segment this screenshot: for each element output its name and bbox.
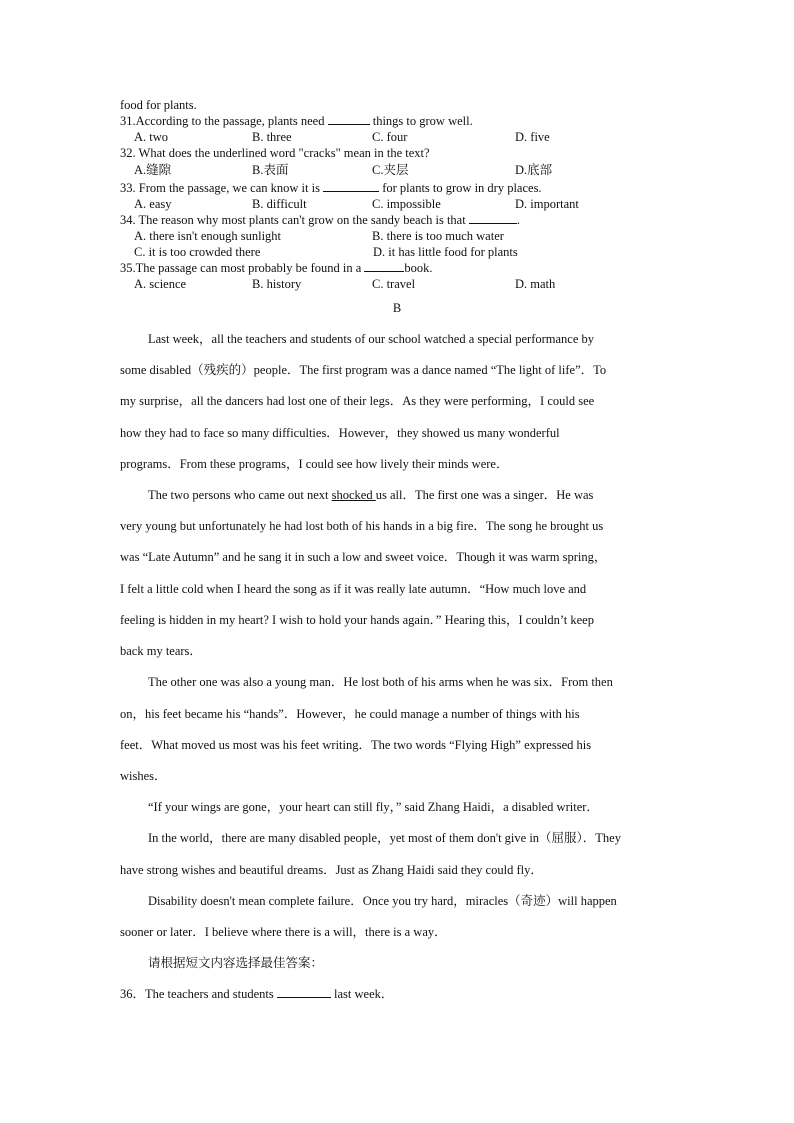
- option-34-b: B. there is too much water: [372, 229, 504, 243]
- question-35: [120, 260, 433, 276]
- section-label: B: [392, 301, 402, 315]
- question-35-stem: 35.The passage can most probably be found in a: [120, 261, 362, 275]
- question-31-stem-tail: things to grow well.: [372, 114, 473, 128]
- question-33: [120, 180, 542, 196]
- answer-blank-36: [277, 986, 331, 998]
- option-33-a: A. easy: [134, 197, 172, 211]
- passage-line: some disabled（残疾的）people．The first program was a dance named “The light of life”．To: [120, 363, 607, 377]
- option-35-a: A. science: [134, 277, 187, 291]
- passage-line: Last week，all the teachers and students of our school watched a special performance by: [148, 332, 595, 346]
- option-31-c: C. four: [372, 130, 408, 144]
- question-31: [120, 113, 473, 129]
- option-34-c: C. it is too crowded there: [134, 245, 261, 259]
- option-31-a: A. two: [134, 130, 169, 144]
- option-31-d: D. five: [515, 130, 550, 144]
- question-33-stem: 33. From the passage, we can know it is: [120, 181, 320, 195]
- option-31-b: B. three: [252, 130, 292, 144]
- question-34-stem: 34. The reason why most plants can't grow on the sandy beach is that: [120, 213, 466, 227]
- passage-line: was “Late Autumn” and he sang it in such a low and sweet voice．Though it was warm spring，: [120, 550, 607, 564]
- question-31-stem: 31.According to the passage, plants need: [120, 114, 325, 128]
- question-34-stem-tail: .: [516, 213, 520, 227]
- option-35-c: C. travel: [372, 277, 416, 291]
- passage-line: very young but unfortunately he had lost both of his hands in a big fire．The song he brought us: [120, 519, 604, 533]
- question-33-stem-tail: for plants to grow in dry places.: [382, 181, 542, 195]
- passage-text: us all．The first one was a singer．He was: [375, 488, 594, 502]
- passage-line: [148, 487, 593, 503]
- question-35-stem-tail: book.: [404, 261, 433, 275]
- answer-blank-35: [364, 260, 404, 272]
- answer-blank-34: [469, 212, 517, 224]
- passage-line: feet．What moved us most was his feet writing．The two words “Flying High” expressed his: [120, 738, 592, 752]
- question-32: 32. What does the underlined word "cracks" mean in the text?: [120, 146, 430, 160]
- option-33-c: C. impossible: [372, 197, 441, 211]
- passage-line: I felt a little cold when I heard the song as if it was really late autumn．“How much love and: [120, 582, 587, 596]
- intro-tail: food for plants.: [120, 98, 197, 112]
- passage-line: programs．From these programs，I could see how lively their minds were．: [120, 457, 509, 471]
- option-33-d: D. important: [515, 197, 579, 211]
- answer-blank-31: [328, 113, 370, 125]
- passage-line: have strong wishes and beautiful dreams．Just as Zhang Haidi said they could fly．: [120, 863, 543, 877]
- passage-line: wishes．: [120, 769, 167, 783]
- question-36-stem: 36．The teachers and students: [120, 987, 274, 1001]
- option-34-d: D. it has little food for plants: [373, 245, 518, 259]
- passage-line: back my tears．: [120, 644, 202, 658]
- passage-text: The two persons who came out next: [148, 488, 332, 502]
- option-35-b: B. history: [252, 277, 302, 291]
- option-34-a: A. there isn't enough sunlight: [134, 229, 282, 243]
- option-33-b: B. difficult: [252, 197, 307, 211]
- passage-line: how they had to face so many difficulties．However，they showed us many wonderful: [120, 426, 560, 440]
- instruction: 请根据短文内容选择最佳答案：: [148, 956, 324, 970]
- answer-blank-33: [323, 180, 379, 192]
- passage-line: my surprise，all the dancers had lost one of their legs．As they were performing，I could see: [120, 394, 595, 408]
- underlined-word: shocked: [331, 488, 376, 502]
- passage-line: Disability doesn't mean complete failure．Once you try hard，miracles（奇迹）will happen: [148, 894, 617, 908]
- passage-line: “If your wings are gone，your heart can still fly，” said Zhang Haidi，a disabled writer．: [148, 800, 599, 814]
- passage-line: on，his feet became his “hands”．However，he could manage a number of things with his: [120, 707, 580, 721]
- option-32-c: C.夹层: [372, 163, 409, 177]
- option-35-d: D. math: [515, 277, 556, 291]
- option-32-a: A.缝隙: [134, 163, 172, 177]
- option-32-d: D.底部: [515, 163, 553, 177]
- question-36-stem-tail: last week．: [334, 987, 394, 1001]
- passage-line: In the world，there are many disabled people，yet most of them don't give in（屈服）．They: [148, 831, 621, 845]
- passage-line: The other one was also a young man．He lost both of his arms when he was six．From then: [148, 675, 613, 689]
- passage-line: feeling is hidden in my heart? I wish to hold your hands again．” Hearing this，I couldn’t keep: [120, 613, 594, 627]
- question-36: [120, 986, 393, 1002]
- question-34: [120, 212, 520, 228]
- passage-line: sooner or later．I believe where there is a will，there is a way．: [120, 925, 447, 939]
- option-32-b: B.表面: [252, 163, 289, 177]
